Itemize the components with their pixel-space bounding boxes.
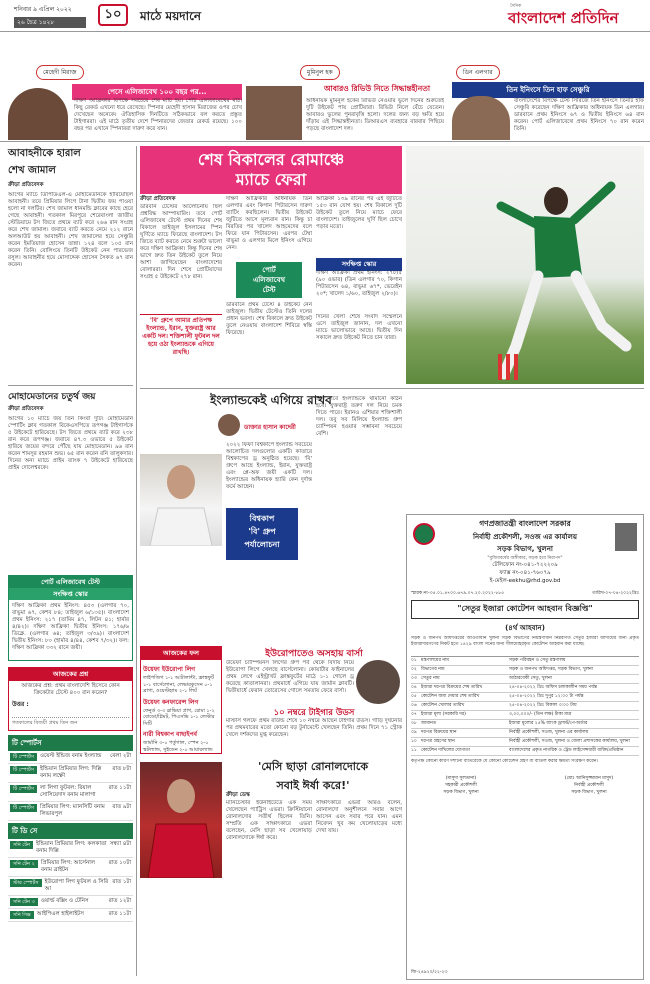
row-number: ০২ — [411, 667, 417, 672]
a1-title2: শেখ জামাল — [8, 165, 56, 176]
row-number: ০৯ — [411, 730, 417, 735]
lead-lower-right: দিনের খেলা শেষে সংবাদ সম্মেলনে এসে তাইজুল জানান, দল এখনো ম্যাচে ভালোভাবে আছে। দ্বিতীয় দিন সকালে দ্রুত উইকেট নিতে চান তারা। — [316, 314, 402, 341]
brand-logo: বাংলাদেশ প্রতিদিন — [508, 9, 619, 27]
row-value: নির্বাহী প্রকৌশলী, সওজ, খুলনা ও জেলা প্রশাসকের কার্যালয়, খুলনা — [509, 739, 630, 744]
lead-lower-left: ডারবানে প্রথম টেস্টে ৪ উইকেট নেন তাইজুল। দ্বিতীয় টেস্টেও তিনি দলের প্রধান ভরসা। শেষ বিকালে দ্রুত উইকেট তুলে নেওয়ায় বাংলাদেশ শিবিরে স্বস্তি ফিরেছে। — [226, 302, 312, 336]
row-value: ২৫-০৪-২০২২ খ্রিঃ দুপুর ১২:০০ টা পর্যন্ত — [509, 694, 584, 699]
lead-headline-2: ম্যাচে ফেরা — [235, 170, 307, 189]
score-box — [8, 575, 133, 661]
a2-byline: ক্রীড়া প্রতিবেদক — [8, 406, 44, 412]
score-box-body: দক্ষিণ আফ্রিকা প্রথম ইনিংস: ৪৫৩ (এলগার ৭০, বাভুমা ৬৭, কেশব ৮৪; তাইজুল ৬/১৩৫)। বাংলাদেশ প্রথম ইনিংস: ২১৭ (তামিম ৪৭, লিটন ৪১; হার্মার ৪/৪২)। দক্ষিণ আফ্রিকা দ্বিতীয় ইনিংস: ১৭৬/৬ ডিক্লে. (এলগার ৬৪; তাইজুল ৩/৩৯)। বাংলাদেশ দ্বিতীয় ইনিংস: ৮০ (হার্মার ৪/৪৪, কেশব ৭/৩২)। ফল: দক্ষিণ আফ্রিকা ৩৩২ রানে জয়ী। — [12, 603, 129, 651]
right-title: তিন ইনিংসে তিন হাফ সেঞ্চুরি — [452, 82, 644, 98]
england-body-right: গ্রুপ পর্বে ইংল্যান্ডকে থামানো কঠিন হবে। যুক্তরাষ্ট্র তরুণ দল নিয়ে চমক দিতে পারে। ইরানও এশিয়ার শক্তিশালী দল। তবু সব মিলিয়ে ইংল্যান্ড গ্রুপ চ্যাম্পিয়ন হওয়ার সম্ভাবনা সবচেয়ে বেশি। — [316, 396, 402, 437]
ad-table-row — [411, 666, 639, 675]
ad-portrait — [615, 523, 637, 551]
row-value: নির্বাহী প্রকৌশলী, সওজ, খুলনা এর কার্যালয় — [509, 730, 589, 735]
tiger-body: মাস্টার্স গলফে প্রথম রাউন্ড শেষে ১০ নম্বরে আছেন টাইগার উডস। গাড়ি দুর্ঘটনার পর প্রথমবারের মতো কোনো বড় টুর্নামেন্টে খেলছেন তিনি। প্রথম দিনে ৭১ স্ট্রোক খেলে দর্শকদের মুগ্ধ করেছেন। — [226, 718, 402, 738]
row-value: বাংলাদেশের প্রকৃত নাগরিক ও ট্রেড লাইসেন্সধারী ব্যক্তি/প্রতিষ্ঠান — [509, 748, 624, 753]
program-time: রাত ৮টা — [112, 766, 131, 772]
caption-line1: বিশ্বকাপ — [249, 514, 275, 523]
elgar-photo — [452, 96, 510, 140]
lead-story — [140, 146, 402, 384]
horizontal-rule-mid — [140, 388, 644, 389]
ad-dept: সড়ক বিভাগ, খুলনা — [497, 545, 553, 553]
a1-title1: আবাহনীকে হারাল — [8, 148, 81, 159]
date-block — [14, 4, 86, 28]
harry-kane-photo — [140, 454, 222, 546]
schedule-list-1 — [8, 751, 133, 821]
program-name: আইপিএল হাইলাইটস — [36, 911, 84, 917]
schedule-row — [8, 839, 133, 858]
page-header — [0, 0, 650, 32]
right-body: বাংলাদেশের বিপক্ষে টেস্ট সিরিজে তিন ইনিংসে তিনটি হাফ সেঞ্চুরি করেছেন দক্ষিণ আফ্রিকার অধিনায়ক ডিন এলগার। ডারবানে প্রথম ইনিংসে ৬৭ ও দ্বিতীয় ইনিংসে ৬৪ রান করেন। পোর্ট এলিজাবেথে প্রথম ইনিংসে ৭০ রান করেন তিনি। — [514, 98, 644, 132]
schedule-row — [8, 783, 133, 802]
ad-table-row — [411, 711, 639, 720]
ad-phone: টেলিফোন নং-০৪১-৭২২২০৯ — [492, 562, 558, 568]
ad-signature-left: (মাসুদা সুলতানা) সহকারী প্রকৌশলী সড়ক বিভাগ, খুলনা — [443, 776, 479, 795]
ad-intro: সড়ক ও জনপথ অধিদপ্তরের আওতাধীন খুলনা সড়ক বিভাগের নিয়ন্ত্রণাধীন নিম্নবর্ণিত সেতুর ইজারা আদায়ের জন্য প্রকৃত ইজারাদারগণের নিকট হতে ১৪২৯ বাংলা সনের জন্য সীলমোহরকৃত কোটেশন আহবান করা যাচ্ছে। — [411, 636, 639, 647]
writer-name: ডাক্তার হাসান কাদেরী — [244, 424, 296, 431]
row-value: সড়ক ও জনপথ অধিদপ্তর, সড়ক বিভাগ, খুলনা — [509, 667, 594, 672]
page-number: ১০ — [98, 4, 128, 26]
result-body: লাইপজিগ ১-১ আটালান্টা, ফ্রাঙ্কফুর্ট ১-১ বার্সেলোনা, লেভারকুসেন ০-১ ব্রাগা, ওয়েস্টহ্যাম ২-১ লিয়ঁ — [143, 675, 215, 694]
row-value: আঠারবেকী সেতু, খুলনা — [509, 676, 552, 681]
program-time: রাত ১টা — [112, 879, 131, 885]
schedule-row — [8, 764, 133, 783]
mid-title: আবারও রিভিউ নিতে সিদ্ধান্তহীনতা — [324, 84, 430, 93]
row-number: ০৩ — [411, 676, 417, 681]
program-time: রাত ১২টা — [108, 898, 131, 904]
ad-table — [411, 656, 639, 756]
score-box-sub: সংক্ষিপ্ত স্কোর — [9, 588, 132, 600]
messi-body-left: ম্যানচেস্টার ইউনাইটেডে এক সময় খেলেছেন প্যাট্রিস এভরা। ক্রিস্টিয়ানো রোনালদোর সতীর্থ ছিলেন তিনি। সম্প্রতি এক সাক্ষাৎকারে এভরা বলেছেন, মেসি ছাড়া সব খেলোয়াড় রোনালদোকে ঈর্ষা করে। — [226, 800, 312, 841]
schedule-list-2 — [8, 839, 133, 922]
xavi-photo — [356, 660, 400, 704]
ad-memo-line — [411, 590, 639, 597]
channel-tag: সনি সিক্স — [10, 911, 34, 919]
tiger-headline: ১০ নম্বরে টাইগার উডস — [273, 708, 355, 718]
europa-body: উয়েফা চ্যাম্পিয়নস লিগের গ্রুপ পর্ব থেকে বিদায় নিয়ে ইউরোপা লিগে খেলছে বার্সেলোনা। কোয়ার্টার ফাইনালের প্রথম লেগে এইন্ট্রাখট ফ্রাঙ্কফুর্টের মাঠে ১-১ গোলে ড্র করেছে কাতালানরা। প্রথমার্ধে এগিয়ে যায় জার্মান ক্লাবটি। দ্বিতীয়ার্ধে ফেরান তোরেসের গোলে সমতায় ফেরে বার্সা। — [226, 660, 354, 694]
ad-table-row — [411, 738, 639, 747]
program-name: প্রিমিয়ার লিগ: ম্যানসিটি বনাম লিভারপুল — [40, 804, 105, 817]
results-box — [140, 646, 222, 754]
england-headline: ইংল্যান্ডকেই এগিয়ে রাখব — [210, 393, 332, 407]
quiz-winner: গতকালের বিজয়ী প্রথম তিন জন — [12, 720, 78, 726]
row-label: সেতুর নাম — [421, 676, 440, 681]
left-body: দক্ষিণ আফ্রিকার বিপক্ষে সবচেয়ে শেষ ম্যাচ হয়। পোর্ট এলিজাবেথের মাঠ। কিছু রেকর্ড এখনো ধরে রেখেছে। স্পিনার মেহেদী হাসান মিরাজের ওপর চোখ দেখেছেন অনেকে। ঐতিহাসিক দিনটিতে সঠিকভাবে বল করতে প্রস্তুত টাইগাররা। এই মাঠে তৃতীয় দেশে স্পিনারদের জেতার রেকর্ড রয়েছে। ১০০ বছর পর এখানে স্পিনাররা দারুণ করে যান। — [74, 98, 242, 132]
world-cup-caption — [226, 508, 298, 560]
score-box-title: পোর্ট এলিজাবেথ টেস্ট — [9, 576, 132, 588]
result-body: ফেনুর্ড ৩-৩ স্লাভিয়া প্রাগ, রোমা ১-২ বোডো/গ্লিমট, পিএসভি ১-১ লেস্টার সিটি — [143, 707, 215, 727]
europa-headline: ইউরোপাতেও অসহায় বার্সা — [265, 649, 363, 659]
row-number: ০৪ — [411, 685, 417, 690]
badge-line3: টেস্ট — [262, 286, 276, 294]
left-title: পেসে এলিজাবেথ ১০০ বছর পর... — [72, 84, 242, 100]
a2-body: আগের ১০ ম্যাচে জয় তিন কিংবা দুটি। মোহামেডান স্পোর্টিং ক্লাব গতকাল বিকেএসপিতে রূপগঞ্জ টাইগার্সকে ৫ উইকেটে হারিয়েছে। টস জিতে প্রথমে ব্যাট করে ২৩৮ রান করে রূপগঞ্জ। জবাবে ৪৭.৩ ওভারে ৫ উইকেট হারিয়ে জয়ের বন্দরে পৌঁছে যায় মোহামেডান। ৯৬ রান করেন শামসুর রহমান শুভ। ৬৫ রান করেন রনি তালুকদার। দিনের অন্য ম্যাচে প্রাইম ব্যাংক ৭ উইকেটে হারিয়েছে প্রাইম দোলেশ্বরকে। — [8, 416, 133, 471]
program-time: রাত ৯টা — [112, 804, 131, 810]
program-time: বেলা ২টা — [110, 753, 131, 759]
ad-footnote: কর্তৃপক্ষ কোনো কারণ দর্শানো ব্যতিরেকে যে কোনো কোটেশন গ্রহণ বা বাতিল করার ক্ষমতা সংরক্ষণ করেন। — [411, 759, 599, 764]
program-name: ইন্ডিয়ান প্রিমিয়ার লিগ: দিল্লি বনাম লক্ষ্ণৌ — [40, 766, 102, 779]
row-number: ০৭ — [411, 712, 417, 717]
ad-signatures — [411, 775, 639, 796]
lead-quote — [140, 314, 222, 378]
date-line2: ২৬ চৈত্র ১৪২৮ — [14, 17, 86, 28]
tender-ad — [406, 514, 644, 980]
a1-byline: ক্রীড়া প্রতিবেদক — [8, 182, 44, 188]
lead-byline: ক্রীড়া প্রতিবেদক — [140, 196, 176, 202]
row-number: ০৬ — [411, 703, 417, 708]
channel-tag: টি স্পোর্টস — [10, 804, 37, 812]
kane-figure — [140, 454, 222, 546]
schedule-title-2: টি ডি সে — [8, 823, 133, 839]
right-tag: ডিন এলগার — [456, 65, 500, 80]
row-value: ২৪-০৪-২০২২ খ্রিঃ অফিস চলাকালীন সময় পর্যন্ত — [509, 685, 598, 690]
row-label: দরপত্র গ্রহণের স্থান — [421, 739, 455, 744]
program-name: প্রিমিয়ার লিগ: আর্সেনাল বনাম ব্রাইটন — [40, 860, 95, 873]
ad-table-row — [411, 657, 639, 666]
quiz-title: আজকের প্রশ্ন — [9, 668, 132, 681]
brand-small: দৈনিক — [510, 4, 522, 9]
ad-email: ই-মেইল-eekhu@rhd.gov.bd — [489, 578, 561, 584]
ad-motto: "মুজিববর্ষের অঙ্গীকার, সড়ক হবে নিরাপদ" — [487, 556, 563, 561]
row-label: মন্ত্রণালয়ের নাম — [421, 658, 449, 663]
lead-col1: ডারবান টেস্টের আলোচনায় ছিল প্রশ্নবিদ্ধ আম্পায়ারিং। তবে পোর্ট এলিজাবেথ টেস্টে প্রথম দিনের শেষ বিকালে তাইজুল ইসলামের স্পিন ঘূর্ণিতে ম্যাচে ফিরেছে বাংলাদেশ। টস জিতে ব্যাট করতে নেমে শুরুটা ভালো করে দক্ষিণ আফ্রিকা। কিন্তু দিনের শেষ ভাগে দ্রুত তিন উইকেট তুলে নিয়ে আশা জাগিয়েছেন বাংলাদেশের বোলাররা। দিন শেষে প্রোটিয়াদের সংগ্রহ ৫ উইকেটে ২৭৮ রান। — [140, 204, 222, 280]
ad-table-row — [411, 684, 639, 693]
date-line1: শনিবার ৯ এপ্রিল ২০২২ — [14, 6, 72, 13]
program-time: রাত ১১টা — [108, 911, 131, 917]
ad-table-row — [411, 675, 639, 684]
row-label: ইজারা মূল্য (সরকারি দর) — [421, 712, 466, 717]
program-name: লা লিগা ফুটবল: রিয়াল সোসিয়েদাদ বনাম মালাগা — [40, 785, 96, 798]
section-title: মাঠে ময়দানে — [140, 9, 202, 23]
score-body: দক্ষিণ আফ্রিকা প্রথম ইনিংস: ২৭৮/৫ (৯০ ওভার) (ডিন এলগার ৭০, কিগান পিটারসেন ৬৪, বাভুমা ৬৭*, ভেরেইন ২০*; খালেদ ১/৬০, তাইজুল ২/৮০)। — [316, 270, 402, 297]
column-rule-left — [136, 146, 137, 976]
channel-tag: টি স্পোর্টস — [10, 753, 37, 761]
channel-tag: স্টার স্পোর্টস — [10, 879, 42, 887]
messi-headline-2: সবাই ঈর্ষা করে!' — [276, 779, 350, 792]
messi-story — [140, 758, 402, 980]
result-heading: উয়েফা ইউরোপা লিগ — [143, 666, 196, 673]
row-number: ১০ — [411, 739, 417, 744]
row-label: দরপত্র বিক্রয়ের স্থান — [421, 730, 457, 735]
divider — [8, 385, 133, 386]
program-name: ওয়ার্ল্ড বক্সিং ও টেনিস — [40, 898, 89, 904]
messi-byline: ক্রীড়া ডেস্ক — [226, 792, 250, 798]
row-value: সড়ক পরিবহন ও সেতু মন্ত্রণালয় — [509, 658, 566, 663]
caption-line2: 'বি' গ্রুপ — [248, 527, 276, 536]
results-list — [141, 660, 221, 755]
schedule-row — [8, 802, 133, 821]
ad-title-box — [411, 600, 639, 619]
program-time: রাত ১১টা — [108, 785, 131, 791]
ad-emblem — [413, 523, 435, 545]
england-body-left: ২০২২ ফিফা বিশ্বকাপে ইংল্যান্ড সবচেয়ে আলোচিত দলগুলোর একটি। কাতারে বিশ্বকাপের ড্র অনুষ্ঠিত হয়েছে। 'বি' গ্রুপে আছে ইংল্যান্ড, ইরান, যুক্তরাষ্ট্র এবং প্লে-অফ জয়ী একটি দল। ইংল্যান্ডের অধিনায়ক হ্যারি কেন দুর্দান্ত ফর্মে আছেন। — [226, 442, 312, 490]
program-name: ইউরোপা লিগ ফুটবল ও সিরি আ — [44, 879, 109, 892]
europa-story — [226, 646, 402, 754]
result-heading: উয়েফা কনফারেন্স লিগ — [143, 698, 199, 706]
row-number: ০৫ — [411, 694, 417, 699]
row-label: কোটেশন খোলার তারিখ — [421, 703, 465, 708]
row-value: ৩,০০,০০০/- (তিন লক্ষ) টাকা মাত্র — [509, 712, 572, 717]
quiz-question: আজকের প্রশ্ন: প্রথম বাংলাদেশি হিসেবে কোন ক্রিকেটার টেস্টে ৪০০ রান করেন? — [21, 683, 120, 696]
ad-table-row — [411, 729, 639, 738]
program-time: রাত ১০টা — [108, 860, 131, 866]
mehedi-photo — [8, 88, 68, 140]
ad-signature-right: (মোঃ আনিসুজ্জামান মাসুদ) নির্বাহী প্রকৌশলী সড়ক বিভাগ, খুলনা — [564, 776, 614, 795]
score-title: সংক্ষিপ্ত স্কোর — [316, 258, 402, 271]
england-story — [140, 392, 402, 642]
lead-quote-text: 'বি' গ্রুপে আমার প্রতিপক্ষ ইংল্যান্ড, ইরান, যুক্তরাষ্ট্র আর একটি দল। শক্তিশালী ফুটবল দল হয়ে ওঠা ইংল্যান্ডকে এগিয়ে রাখছি। — [142, 317, 220, 356]
schedule-row — [8, 877, 133, 896]
ad-fax: ফ্যাক্স নং-০৪১-৭৬০৭৯ — [499, 570, 551, 576]
channel-tag: সনি টেন ২ — [10, 860, 38, 868]
results-title: আজকের ফল — [141, 647, 221, 660]
row-number: ০১ — [411, 658, 417, 663]
ronaldo-photo — [140, 762, 222, 878]
quiz-answer-line — [12, 710, 129, 718]
row-label: বিভাগের নাম — [421, 667, 445, 672]
row-number: ১১ — [411, 748, 417, 753]
a2-title: মোহামেডানের চতুর্থ জয় — [8, 392, 96, 402]
ad-title: "সেতুর ইজারা কোটেশন আহবান বিজ্ঞপ্তি" — [457, 604, 593, 613]
top-strip — [0, 34, 650, 142]
row-label: জামানত — [421, 721, 437, 726]
mominul-photo — [246, 86, 302, 140]
badge-line2: এলিজাবেথ — [252, 276, 286, 284]
program-name: ইন্ডিয়ান প্রিমিয়ার লিগ: কলকাতা বনাম দিল্লি — [36, 841, 107, 854]
quiz-answer: উত্তর : — [12, 701, 29, 708]
row-label: কোটেশন জমা দেয়ার শেষ তারিখ — [421, 694, 480, 699]
channel-tag: টি স্পোর্টস — [10, 766, 37, 774]
left-column — [8, 146, 133, 982]
schedule-row — [8, 751, 133, 764]
program-time: সন্ধ্যা ৪টা — [109, 841, 131, 847]
lead-headline-1: শেষ বিকালের রোমাঞ্চে — [197, 150, 345, 169]
result-heading: নারী বিশ্বকাপ বাছাইপর্ব — [143, 731, 197, 738]
messi-headline-1: 'মেসি ছাড়া রোনালদোকে — [257, 760, 369, 773]
schedule-row — [8, 909, 133, 922]
bowler-photo — [406, 146, 644, 384]
schedule-row — [8, 858, 133, 877]
ad-table-row — [411, 747, 639, 756]
channel-tag: সনি টেন — [10, 841, 33, 849]
quiz-box — [8, 667, 133, 731]
ad-table-row — [411, 720, 639, 729]
row-label: ইজারা দরপত্র বিক্রয়ের শেষ তারিখ — [421, 685, 483, 690]
ad-table-row — [411, 702, 639, 711]
bowler-figure — [406, 146, 644, 384]
result-body: জার্মানি ৩-০ পর্তুগাল, স্পেন ২-০ স্কটল্যান্ড, সুইডেন ২-০ আয়ারল্যান্ড — [143, 740, 213, 753]
tv-schedule — [8, 735, 133, 922]
ad-gov: গণপ্রজাতন্ত্রী বাংলাদেশ সরকার — [479, 519, 571, 528]
program-name: ওয়েস্ট ইন্ডিজ বনাম ইংল্যান্ড — [40, 753, 102, 759]
ad-code: জি-২৪৯২০/২২-২৩ — [411, 970, 448, 975]
a1-body: আগের ম্যাচে ডিপিডিএল-এ মোহামেডানকে হারিয়েছিল আবাহনী। তবে প্রিমিয়ার লিগে টানা দ্বিতীয় জয় পাওয়া হলো না দলটির। শেখ জামাল ধানমন্ডি ক্লাবের কাছে হেরে গেছে আবাহনী। গতকাল মিরপুরে শেরেবাংলা জাতীয় স্টেডিয়ামে টস জিতে প্রথমে ব্যাট করে ২৬৬ রান সংগ্রহ করে শেখ জামাল। জবাবে ব্যাট করতে নেমে ২১২ রানে অলআউট হয় আবাহনী। শেখ জামালের হয়ে সেঞ্চুরি করেন ইমতিয়াজ হোসেন তান্না। ১২৪ বলে ১০৫ রান করেন তিনি। বোলিংয়ে তিনটি উইকেট নেন পারভেজ রসুল। আবাহনীর হয়ে মোসাদ্দেক হোসেন সৈকত ৬৭ রান করেন। — [8, 192, 133, 268]
schedule-title-1: টি স্পোর্টস — [8, 735, 133, 751]
ad-memo: স্মারক নং-৩৫.০১.৪৭০০.৬৭৯.০৭.২০.২০২২-৮৮৫ — [411, 591, 505, 596]
lead-col3: আফ্রিকা ১৩৯ রানের পর এই জুটিতে ১৫৩ রান যোগ হয়। শেষ বিকালে দুটি উইকেট তুলে নিয়ে ম্যাচে ফেরে বাংলাদেশ। তাইজুলের ঘূর্ণি ছিল চোখে পড়ার মতো। — [316, 196, 402, 230]
ad-table-row — [411, 693, 639, 702]
channel-tag: সনি টেন ৩ — [10, 898, 38, 906]
row-value: ২৫-০৪-২০২২ খ্রিঃ বিকাল ৩:০০ টায় — [509, 703, 577, 708]
row-number: ০৮ — [411, 721, 417, 726]
schedule-row — [8, 896, 133, 909]
ronaldo-figure — [140, 762, 222, 878]
test-badge — [236, 262, 302, 298]
caption-line3: পর্যালোচনা — [244, 540, 280, 549]
writer-photo — [218, 414, 240, 436]
row-value: ইজারা মূল্যের ২৫% ব্যাংক ড্রাফট/পে-অর্ডার — [509, 721, 588, 726]
mid-body: অধিনায়ক মুমিনুল হকের রিভিউ নেওয়ার ভুলে দিনের শুরুতেই দুটি উইকেট পায় প্রোটিয়ারা। রিভিউ নিলে বেঁচে যেতেন। আবারও ভুলের পুনরাবৃত্তি হলো। দলের জন্য বড় ক্ষতি হয়ে দাঁড়ায় এই সিদ্ধান্তহীনতা। ডিআরএস ব্যবহারে বারবার পিছিয়ে পড়ছে বাংলাদেশ দল। — [306, 98, 444, 132]
lead-headline-banner — [140, 146, 402, 194]
left-tag: মেহেদী মিরাজ — [36, 65, 84, 80]
badge-line1: পোর্ট — [262, 266, 276, 274]
lead-col2: দক্ষিণ আফ্রিকার অধিনায়ক ডিন এলগার এবং কিগান পিটারসেন দারুণ ব্যাটিং করছিলেন। দ্বিতীয় উইকেট জুটিতে আসে মূল্যবান রান। কিন্তু চা বিরতির পর খালেদ আহমেদের বলে ফিরে যান পিটারসেন। এরপর টেম্বা বাভুমা ও এলগার মিলে ইনিংস এগিয়ে নেন। — [226, 196, 312, 251]
row-label: কোটেশন দাখিলের যোগ্যতা — [421, 748, 470, 753]
channel-tag: টি স্পোর্টস — [10, 785, 37, 793]
messi-body-right: সাক্ষাৎকারে এভরা আরও বলেন, রোনালদো অনুশীলনে সবার আগে আসেন এবং সবার পরে যান। এমন নিবেদন খুব কম খেলোয়াড়ের মধ্যে দেখা যায়। — [316, 800, 402, 834]
ad-date: তারিখ-০৭-০৪-২০২২খ্রিঃ — [592, 591, 639, 596]
ad-office: নির্বাহী প্রকৌশলী, সওজ এর কার্যালয় — [472, 533, 578, 541]
mid-tag: মুমিনুল হক — [300, 65, 340, 80]
ad-subtitle: (৪র্থ আহবান) — [505, 624, 545, 632]
